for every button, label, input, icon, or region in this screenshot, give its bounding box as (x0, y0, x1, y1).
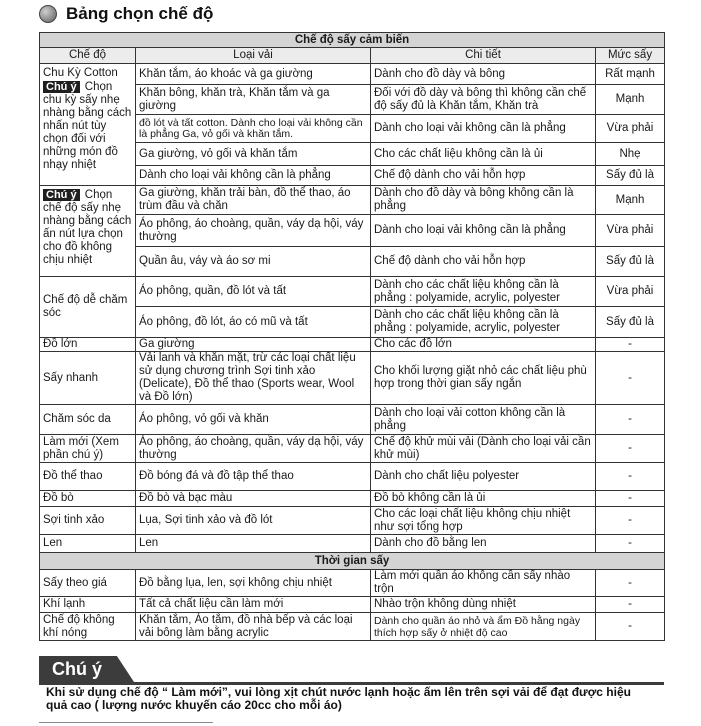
note-tag: Chú ý (43, 81, 80, 93)
table-row (40, 435, 665, 463)
mode-cell-easycare: Chế độ dễ chăm sóc (40, 277, 136, 338)
detail-cell: Dành cho các chất liệu không cần là phẳng : polyamide, acrylic, polyester (371, 307, 596, 338)
detail-cell: Đối với đồ dày và bông thì không cần chế độ sấy đủ là Khăn tắm, Khăn trà (371, 85, 596, 115)
section-title: Chế độ sấy cảm biến (40, 33, 665, 48)
footer-rule (39, 722, 213, 723)
level-cell: - (596, 535, 665, 553)
detail-cell: Dành cho đồ bằng len (371, 535, 596, 553)
column-header-mode: Chế độ (40, 48, 136, 64)
level-cell: Sấy đủ là (596, 247, 665, 277)
fabric-cell: Đồ bò và bạc màu (136, 491, 371, 507)
fabric-cell: Quần âu, váy và áo sơ mi (136, 247, 371, 277)
note-text: Khi sử dụng chế độ “ Làm mới”, vui lòng xịt chút nước lạnh hoặc ấm lên trên sợi vải để đạt được hiệu quả cao ( lượng nước khuyến cáo 20cc cho mỗi áo) (46, 685, 631, 712)
note-title: Chú ý (52, 659, 103, 679)
column-header-detail: Chi tiết (371, 48, 596, 64)
fabric-cell: Lụa, Sợi tinh xảo và đồ lót (136, 507, 371, 535)
fabric-cell: Len (136, 535, 371, 553)
fabric-cell: Khăn bông, khăn trà, Khăn tắm và ga giường (136, 85, 371, 115)
detail-cell: Dành cho loại vải không cần là phẳng (371, 215, 596, 247)
mode-cell-cotton (40, 64, 136, 186)
detail-cell: Cho khối lượng giặt nhỏ các chất liệu phù hợp trong thời gian sấy ngắn (371, 352, 596, 405)
detail-cell: Làm mới quần áo không cần sấy nhào trộn (371, 570, 596, 597)
fabric-cell: Áo phông, vỏ gối và khăn (136, 405, 371, 435)
detail-cell: Chế độ dành cho vải hỗn hợp (371, 247, 596, 277)
detail-cell: Chế độ khử mùi vải (Dành cho loại vải cần khử mùi) (371, 435, 596, 463)
detail-cell: Dành cho loại vải không cần là phẳng (371, 115, 596, 143)
level-cell: - (596, 352, 665, 405)
detail-cell: Đồ bò không cần là ủi (371, 491, 596, 507)
level-cell: Rất mạnh (596, 64, 665, 85)
fabric-cell: Vải lanh và khăn mặt, trừ các loại chất liệu sử dụng chương trình Sợi tinh xảo (Delicate), Đồ thể thao (Sports wear, Wool và Đồ lớn) (136, 352, 371, 405)
column-header-level: Mức sấy (596, 48, 665, 64)
mode-cell: Đồ lớn (40, 338, 136, 352)
detail-cell: Dành cho chất liệu polyester (371, 463, 596, 491)
fabric-cell: đồ lót và tất cotton. Dành cho loại vải không cần là phẳng Ga, vỏ gối và khăn tắm. (136, 115, 371, 143)
fabric-cell: Tất cả chất liệu cần làm mới (136, 597, 371, 613)
detail-cell: Cho các đồ lớn (371, 338, 596, 352)
mode-note-text: Chọn chu kỳ sấy nhẹ nhàng bằng cách nhấn nút tùy chọn đối với những món đồ nhạy nhiệt (43, 81, 132, 171)
fabric-cell: Áo phông, quần, đồ lót và tất (136, 277, 371, 307)
table-row (40, 463, 665, 491)
level-cell: Sấy đủ là (596, 166, 665, 186)
level-cell: Vừa phải (596, 115, 665, 143)
fabric-cell: Ga giường, vỏ gối và khăn tắm (136, 143, 371, 166)
level-cell: Vừa phải (596, 277, 665, 307)
mode-table (39, 32, 665, 641)
table-row (40, 277, 665, 307)
table-row (40, 491, 665, 507)
fabric-cell: Ga giường, khăn trải bàn, đồ thể thao, áo trùm đầu và chăn (136, 186, 371, 215)
detail-cell: Dành cho quần áo nhỏ và ẩm Đồ hằng ngày thích hợp sấy ở nhiệt độ cao (371, 613, 596, 641)
table-row (40, 405, 665, 435)
section-header-time-dry (40, 553, 665, 570)
level-cell: - (596, 570, 665, 597)
section-header-sensor-dry (40, 33, 665, 48)
circle-bullet-icon (39, 5, 57, 23)
table-row (40, 338, 665, 352)
level-cell: - (596, 435, 665, 463)
level-cell: - (596, 507, 665, 535)
mode-cell: Sấy nhanh (40, 352, 136, 405)
mode-cell: Khí lạnh (40, 597, 136, 613)
page-header (39, 3, 213, 25)
table-row (40, 597, 665, 613)
column-header-row (40, 48, 665, 64)
fabric-cell: Áo phông, áo choàng, quần, váy dạ hội, váy thường (136, 435, 371, 463)
level-cell: - (596, 597, 665, 613)
fabric-cell: Đồ bằng lụa, len, sợi không chịu nhiệt (136, 570, 371, 597)
level-cell: Mạnh (596, 186, 665, 215)
mode-cell: Sợi tinh xảo (40, 507, 136, 535)
level-cell: Vừa phải (596, 215, 665, 247)
mode-cell: Chăm sóc da (40, 405, 136, 435)
level-cell: - (596, 491, 665, 507)
note-tag: Chú ý (43, 189, 80, 201)
page-title: Bảng chọn chế độ (66, 4, 214, 23)
table-row (40, 570, 665, 597)
fabric-cell: Áo phông, đồ lót, áo có mũ và tất (136, 307, 371, 338)
table-row (40, 507, 665, 535)
table-row (40, 186, 665, 215)
level-cell: Nhẹ (596, 143, 665, 166)
level-cell: Mạnh (596, 85, 665, 115)
mode-cell: Đồ thể thao (40, 463, 136, 491)
detail-cell: Nhào trộn không dùng nhiệt (371, 597, 596, 613)
mode-cell: Chế độ không khí nóng (40, 613, 136, 641)
fabric-cell: Khăn tắm, áo khoác và ga giường (136, 64, 371, 85)
fabric-cell: Khăn tắm, Áo tắm, đồ nhà bếp và các loại vải bông làm bằng acrylic (136, 613, 371, 641)
mode-cell: Sấy theo giá (40, 570, 136, 597)
mode-cell: Đồ bò (40, 491, 136, 507)
fabric-cell: Ga giường (136, 338, 371, 352)
table-row (40, 64, 665, 85)
mode-cell-synthetic (40, 186, 136, 277)
table-row (40, 613, 665, 641)
fabric-cell: Áo phông, áo choàng, quần, váy dạ hội, váy thường (136, 215, 371, 247)
detail-cell: Dành cho đồ dày và bông (371, 64, 596, 85)
fabric-cell: Dành cho loại vải không cần là phẳng (136, 166, 371, 186)
level-cell: Sấy đủ là (596, 307, 665, 338)
detail-cell: Cho các chất liệu không cần là ủi (371, 143, 596, 166)
level-cell: - (596, 405, 665, 435)
detail-cell: Dành cho các chất liệu không cần là phẳng : polyamide, acrylic, polyester (371, 277, 596, 307)
level-cell: - (596, 338, 665, 352)
level-cell: - (596, 463, 665, 491)
detail-cell: Dành cho đồ dày và bông không cần là phẳng (371, 186, 596, 215)
detail-cell: Chế độ dành cho vải hỗn hợp (371, 166, 596, 186)
column-header-fabric: Loại vải (136, 48, 371, 64)
detail-cell: Cho các loại chất liệu không chịu nhiệt như sợi tổng hợp (371, 507, 596, 535)
level-cell: - (596, 613, 665, 641)
section-title: Thời gian sấy (40, 553, 665, 570)
detail-cell: Dành cho loại vải cotton không cần là phẳng (371, 405, 596, 435)
fabric-cell: Đồ bóng đá và đồ tập thể thao (136, 463, 371, 491)
mode-cell: Làm mới (Xem phần chú ý) (40, 435, 136, 463)
table-row (40, 352, 665, 405)
mode-note-text: Chọn chế độ sấy nhẹ nhàng bằng cách ấn nút lựa chọn cho đồ không chịu nhiệt (43, 189, 132, 266)
mode-name: Chu Kỳ Cotton (43, 67, 118, 79)
mode-cell: Len (40, 535, 136, 553)
table-row (40, 535, 665, 553)
